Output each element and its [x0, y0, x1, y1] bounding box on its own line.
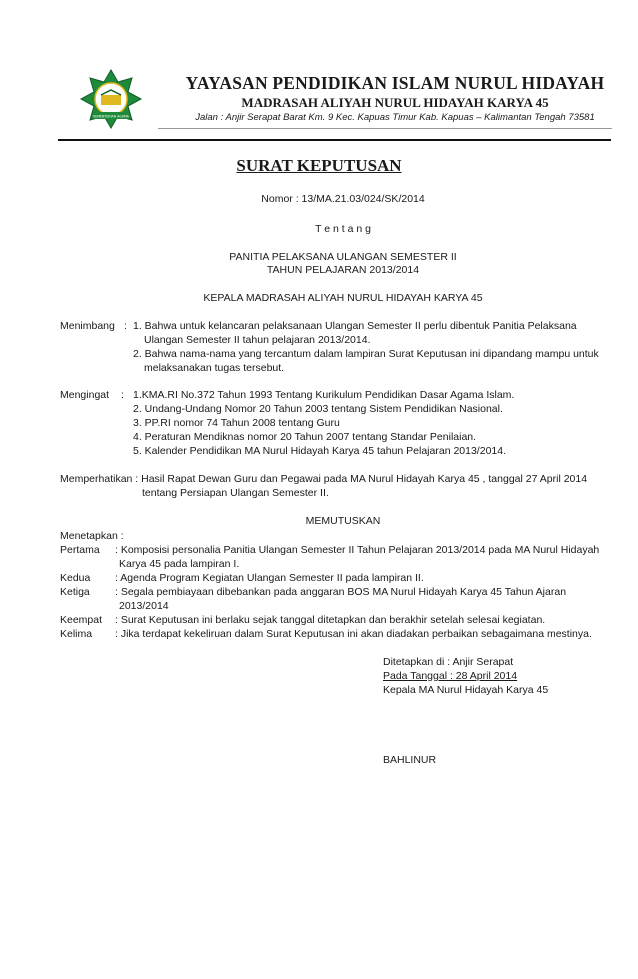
decision-text: Karya 45 pada lampiran I.	[119, 558, 240, 570]
about-label: T e n t a n g	[315, 223, 371, 235]
menimbang-colon: :	[124, 320, 127, 332]
school-name: MADRASAH ALIYAH NURUL HIDAYAH KARYA 45	[241, 95, 549, 110]
subject-line-2: TAHUN PELAJARAN 2013/2014	[266, 264, 420, 276]
decision-label: Kelima	[60, 628, 93, 640]
decision-label: Kedua	[60, 572, 91, 584]
mengingat-item: 1.KMA.RI No.372 Tahun 1993 Tentang Kurikulum Pendidikan Dasar Agama Islam.	[133, 389, 515, 401]
menetapkan-label: Menetapkan :	[60, 530, 124, 542]
school-address: Jalan : Anjir Serapat Barat Km. 9 Kec. Kapuas Timur Kab. Kapuas – Kalimantan Tengah 73581	[195, 112, 595, 123]
memperhatikan-line: Memperhatikan : Hasil Rapat Dewan Guru dan Pegawai pada MA Nurul Hidayah Karya 45 , tanggal 27 April 2014	[60, 473, 588, 485]
decision-text: : Komposisi personalia Panitia Ulangan Semester II Tahun Pelajaran 2013/2014 pada MA Nurul Hidayah	[115, 544, 600, 556]
menimbang-item: 1. Bahwa untuk kelancaran pelaksanaan Ulangan Semester II perlu dibentuk Panitia Pelaksana	[133, 320, 577, 332]
decision-text: : Segala pembiayaan dibebankan pada anggaran BOS MA Nurul Hidayah Karya 45 Tahun Ajaran	[115, 586, 567, 598]
decision-label: Ketiga	[60, 586, 90, 598]
decision-label: Keempat	[60, 614, 103, 626]
memperhatikan-line: tentang Persiapan Ulangan Semester II.	[142, 487, 329, 499]
decision-text: : Jika terdapat kekeliruan dalam Surat Keputusan ini akan diadakan perbaikan sebagaimana mestinya.	[115, 628, 592, 640]
header-thick-rule	[58, 139, 611, 141]
decision-heading: MEMUTUSKAN	[305, 515, 381, 527]
menimbang-item: Ulangan Semester II tahun pelajaran 2013/2014.	[144, 334, 371, 346]
mengingat-item: 4. Peraturan Mendiknas nomor 20 Tahun 2007 tentang Standar Penilaian.	[133, 431, 477, 443]
subject-line-1: PANITIA PELAKSANA ULANGAN SEMESTER II	[229, 251, 457, 263]
foundation-name: YAYASAN PENDIDIKAN ISLAM NURUL HIDAYAH	[185, 73, 605, 93]
menimbang-label: Menimbang	[60, 320, 115, 332]
ministry-logo	[78, 68, 144, 130]
mengingat-item: 2. Undang-Undang Nomor 20 Tahun 2003 tentang Sistem Pendidikan Nasional.	[133, 403, 503, 415]
decision-text: : Surat Keputusan ini berlaku sejak tanggal ditetapkan dan berakhir setelah selesai kegiatan.	[115, 614, 546, 626]
document-number: Nomor : 13/MA.21.03/024/SK/2014	[261, 193, 425, 205]
mengingat-item: 5. Kalender Pendidikan MA Nurul Hidayah Karya 45 tahun Pelajaran 2013/2014.	[133, 445, 507, 457]
svg-text:KEMENTERIAN AGAMA: KEMENTERIAN AGAMA	[93, 114, 129, 119]
signature-place: Ditetapkan di : Anjir Serapat	[383, 656, 514, 668]
document-title: SURAT KEPUTUSAN	[236, 156, 402, 175]
mengingat-colon: :	[121, 389, 124, 401]
menimbang-item: melaksanakan tugas tersebut.	[144, 362, 285, 374]
signature-date: Pada Tanggal : 28 April 2014	[383, 670, 518, 682]
signature-position: Kepala MA Nurul Hidayah Karya 45	[383, 684, 549, 696]
mengingat-label: Mengingat	[60, 389, 110, 401]
menimbang-item: 2. Bahwa nama-nama yang tercantum dalam lampiran Surat Keputusan ini dipandang mampu untuk	[133, 348, 599, 360]
mengingat-item: 3. PP.RI nomor 74 Tahun 2008 tentang Guru	[133, 417, 340, 429]
decision-text: 2013/2014	[119, 600, 169, 612]
decision-text: : Agenda Program Kegiatan Ulangan Semester II pada lampiran II.	[115, 572, 424, 584]
decision-label: Pertama	[60, 544, 100, 556]
signatory-name: BAHLINUR	[383, 754, 437, 766]
header-thin-rule	[158, 128, 612, 129]
issuer-line: KEPALA MADRASAH ALIYAH NURUL HIDAYAH KARYA 45	[203, 292, 483, 304]
